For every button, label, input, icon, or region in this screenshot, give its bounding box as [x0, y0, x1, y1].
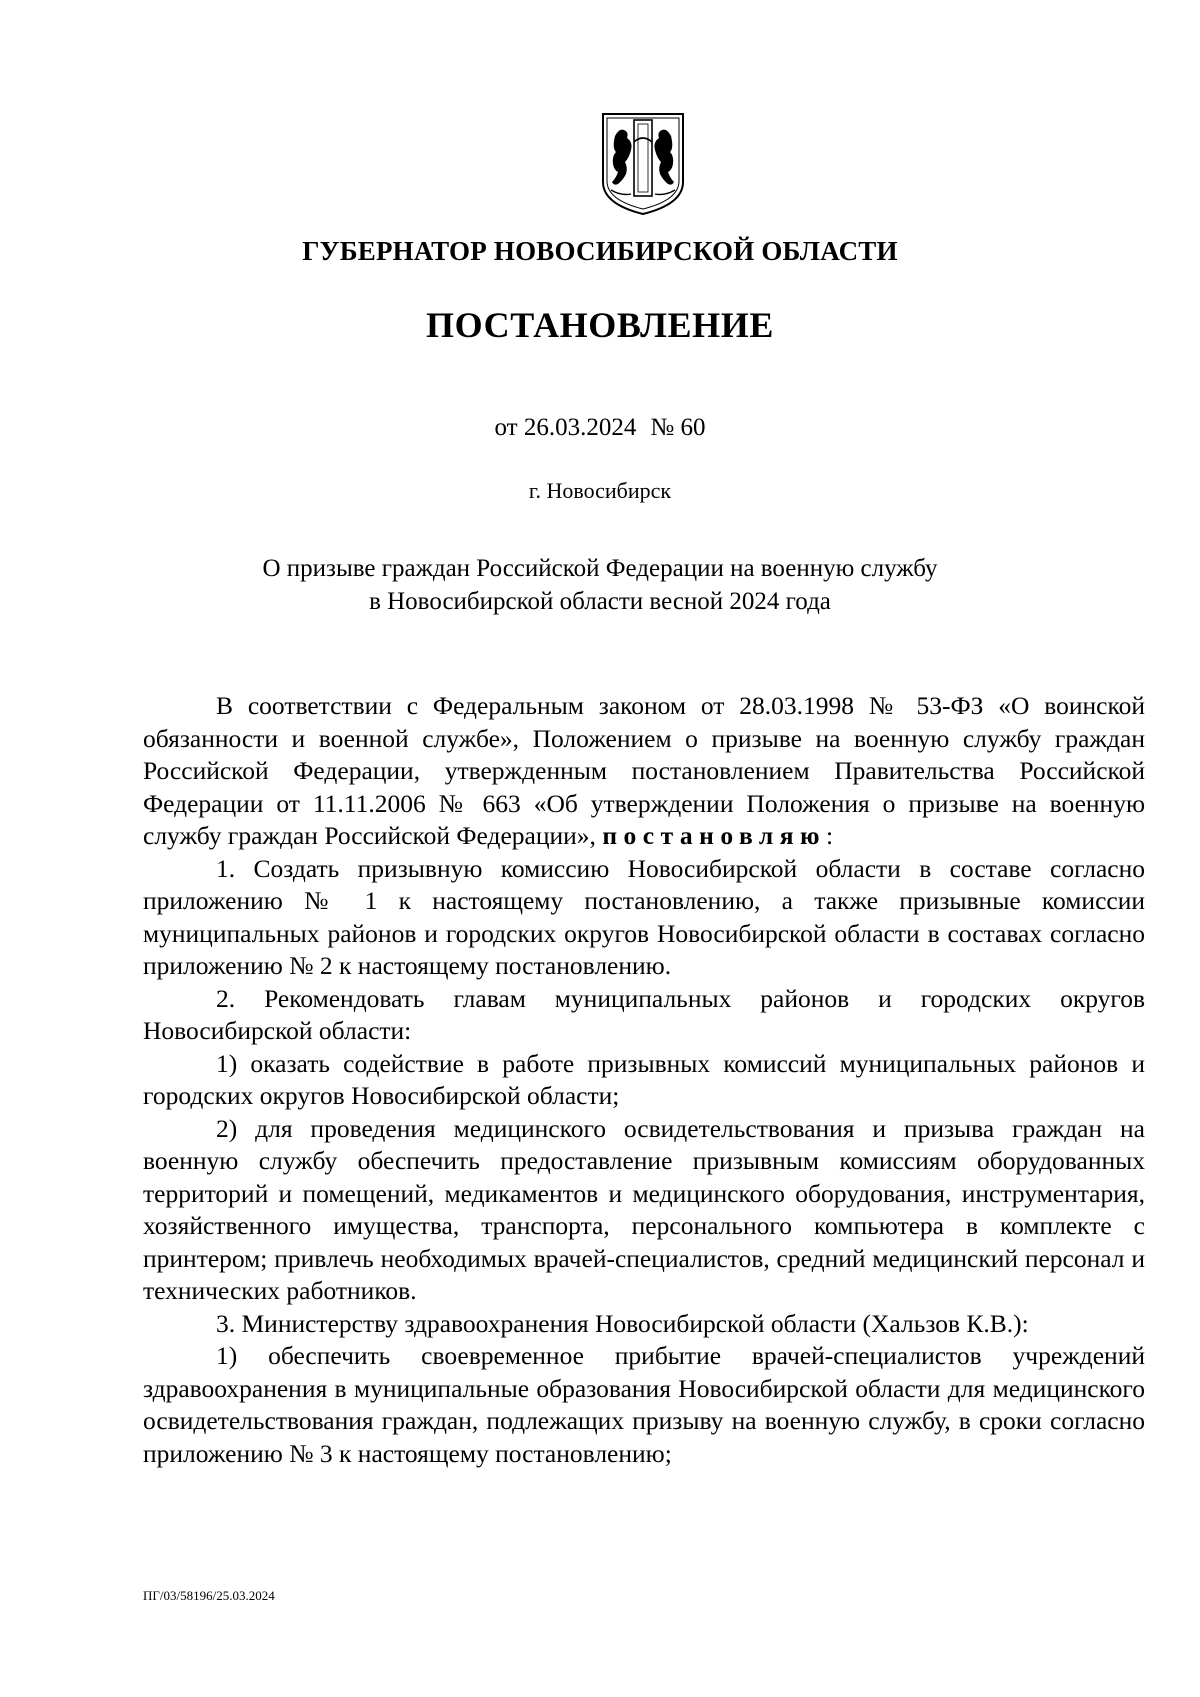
- item-2-2: 2) для проведения медицинского освидетельствования и призыва граждан на военную службу обеспечить предоставление призывным комиссиям оборудованных территорий и помещений, медикаментов и медицинского оборудования, инструментария, хозяйственного имущества, транспорта, персонального компьютера в комплекте с принтером; привлечь необходимых врачей-специалистов, средний медицинский персонал и технических работников.: [143, 1113, 1145, 1305]
- issuing-authority: ГУБЕРНАТОР НОВОСИБИРСКОЙ ОБЛАСТИ: [302, 236, 898, 266]
- subject-line-1: О призыве граждан Российской Федерации на военную службу: [262, 555, 938, 582]
- document-subject: [0, 552, 1200, 618]
- decree-colon: :: [826, 821, 834, 850]
- novosibirsk-oblast-coat-of-arms-icon: [601, 112, 685, 216]
- item-3-1: 1) обеспечить своевременное прибытие врачей-специалистов учреждений здравоохранения в муниципальные образования Новосибирской области для медицинского освидетельствования граждан, подлежащих призыву на военную службу, в сроки согласно приложению № 3 к настоящему постановлению;: [143, 1341, 1145, 1468]
- document-type: ПОСТАНОВЛЕНИЕ: [426, 305, 774, 345]
- decree-word: постановляю: [602, 821, 826, 850]
- date-number-line: [0, 414, 1200, 442]
- preamble-paragraph: [143, 690, 1145, 853]
- document-number: № 60: [650, 414, 706, 441]
- preamble-text: В соответствии с Федеральным законом от 28.03.1998 № 53-ФЗ «О воинской обязанности и военной службе», Положением о призыве на военную службу граждан Российской Федерации, утвержденным постановлением Правительства Российской Федерации от 11.11.2006 № 663 «Об утверждении Положения о призыве на военную службу граждан Российской Федерации»,: [143, 691, 1145, 850]
- footer-registration-code: ПГ/03/58196/25.03.2024: [143, 1588, 275, 1603]
- document-date: от 26.03.2024: [494, 414, 637, 441]
- item-2: 2. Рекомендовать главам муниципальных районов и городских округов Новосибирской области:: [143, 983, 1145, 1045]
- item-2-1: 1) оказать содействие в работе призывных комиссий муниципальных районов и городских округов Новосибирской области;: [143, 1048, 1145, 1110]
- item-1: 1. Создать призывную комиссию Новосибирской области в составе согласно приложению № 1 к настоящему постановлению, а также призывные комиссии муниципальных районов и городских округов Новосибирской области в составах согласно приложению № 2 к настоящему постановлению.: [143, 853, 1145, 980]
- city: г. Новосибирск: [528, 478, 672, 503]
- item-3: 3. Министерству здравоохранения Новосибирской области (Хальзов К.В.):: [216, 1308, 1029, 1338]
- subject-line-2: в Новосибирской области весной 2024 года: [369, 588, 831, 615]
- document-body: [143, 690, 1145, 1470]
